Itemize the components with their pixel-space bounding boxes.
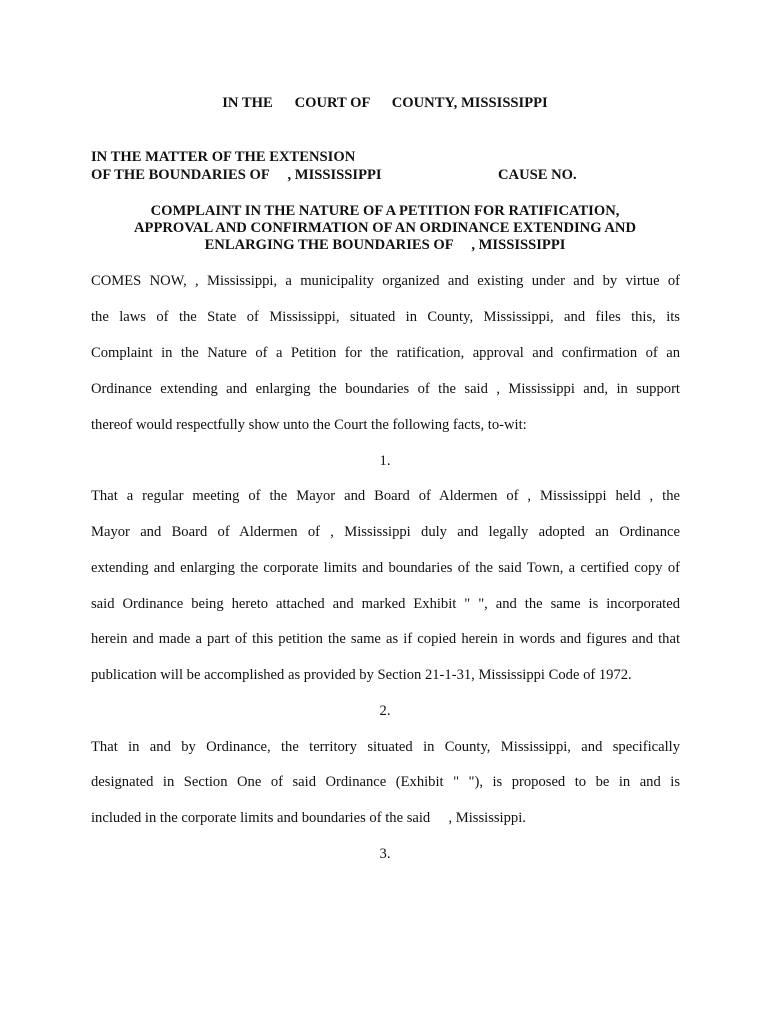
intro-line-3: Complaint in the Nature of a Petition for the ratification, approval and confirmation of an <box>91 345 680 361</box>
section-1-number: 1. <box>379 453 391 469</box>
section-3-number: 3. <box>379 846 391 862</box>
title-line-3: ENLARGING THE BOUNDARIES OF , MISSISSIPPI <box>204 237 566 253</box>
section-2-line-1: That in and by Ordinance, the territory situated in County, Mississippi, and specifically <box>91 739 680 755</box>
section-1-line-2: Mayor and Board of Aldermen of , Mississippi duly and legally adopted an Ordinance <box>91 524 680 540</box>
section-2-number: 2. <box>379 703 391 719</box>
intro-line-2: the laws of the State of Mississippi, situated in County, Mississippi, and files this, its <box>91 309 680 325</box>
intro-line-4: Ordinance extending and enlarging the boundaries of the said , Mississippi and, in support <box>91 381 680 397</box>
matter-line-1: IN THE MATTER OF THE EXTENSION <box>91 149 356 165</box>
section-1-line-5: herein and made a part of this petition the same as if copied herein in words and figures and that <box>91 631 680 647</box>
title-line-2: APPROVAL AND CONFIRMATION OF AN ORDINANCE EXTENDING AND <box>133 220 637 236</box>
section-2-line-2: designated in Section One of said Ordinance (Exhibit " "), is proposed to be in and is <box>91 774 680 790</box>
matter-line-2: OF THE BOUNDARIES OF , MISSISSIPPI <box>91 167 382 183</box>
intro-line-1: COMES NOW, , Mississippi, a municipality organized and existing under and by virtue of <box>91 273 680 289</box>
section-1-line-3: extending and enlarging the corporate limits and boundaries of the said Town, a certified copy of <box>91 560 680 576</box>
section-1-line-6: publication will be accomplished as provided by Section 21-1-31, Mississippi Code of 1972. <box>91 667 632 683</box>
intro-line-5: thereof would respectfully show unto the Court the following facts, to-wit: <box>91 417 527 433</box>
cause-number: CAUSE NO. <box>498 167 577 183</box>
section-1-line-1: That a regular meeting of the Mayor and Board of Aldermen of , Mississippi held , the <box>91 488 680 504</box>
court-heading: IN THE COURT OF COUNTY, MISSISSIPPI <box>222 95 548 111</box>
section-2-line-3: included in the corporate limits and boundaries of the said , Mississippi. <box>91 810 526 826</box>
section-1-line-4: said Ordinance being hereto attached and marked Exhibit " ", and the same is incorporated <box>91 596 680 612</box>
title-line-1: COMPLAINT IN THE NATURE OF A PETITION FOR RATIFICATION, <box>150 203 620 219</box>
